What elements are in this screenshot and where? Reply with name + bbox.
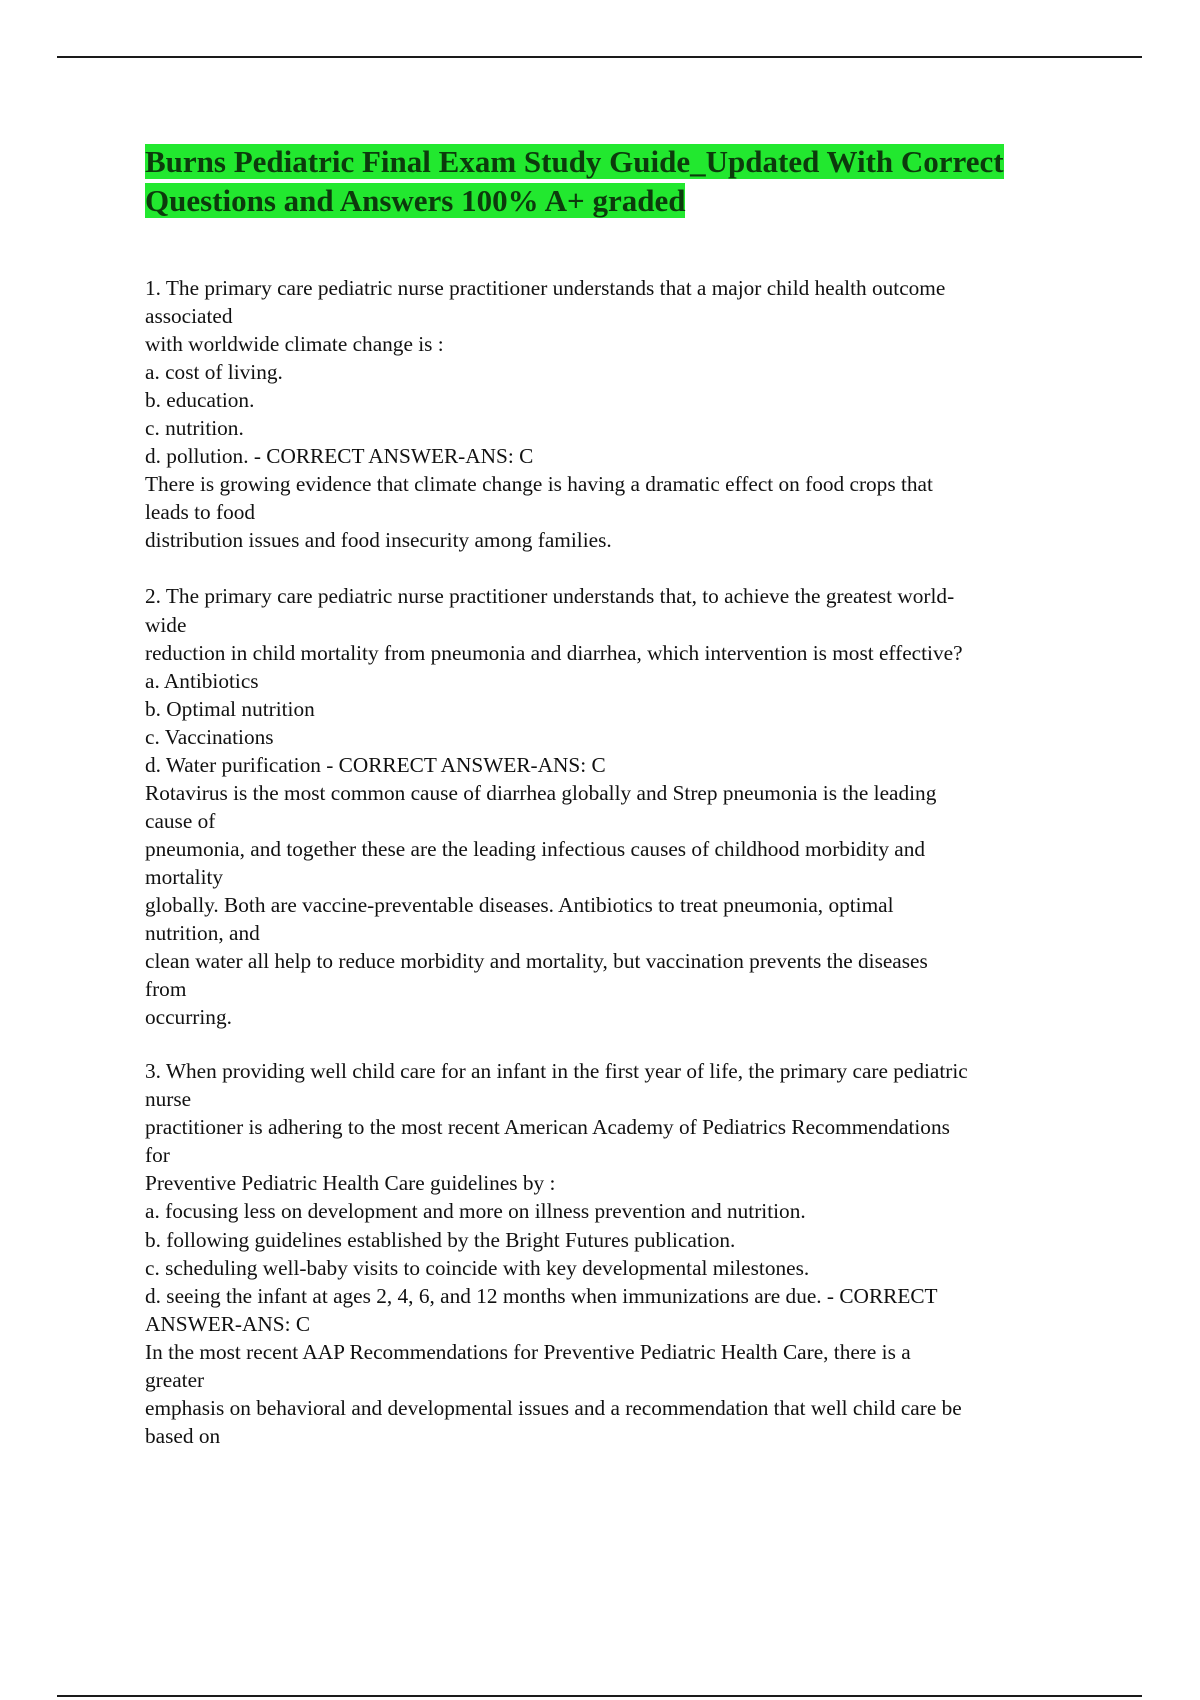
question-3-line: practitioner is adhering to the most recent American Academy of Pediatrics Recommendations bbox=[145, 1115, 950, 1140]
question-2-rationale: Rotavirus is the most common cause of diarrhea globally and Strep pneumonia is the leading bbox=[145, 780, 937, 805]
question-3-rationale: emphasis on behavioral and developmental issues and a recommendation that well child care be bbox=[145, 1395, 962, 1420]
paragraph-gap bbox=[145, 1031, 1090, 1057]
question-1-rationale: distribution issues and food insecurity among families. bbox=[145, 528, 612, 553]
title-line-2: Questions and Answers 100% A+ graded bbox=[145, 182, 686, 218]
question-1-option-a: a. cost of living. bbox=[145, 360, 283, 385]
question-2-rationale: from bbox=[145, 977, 187, 1002]
question-3-line: 3. When providing well child care for an infant in the first year of life, the primary care pediatric bbox=[145, 1059, 968, 1084]
question-2-option-b: b. Optimal nutrition bbox=[145, 696, 315, 721]
paragraph-gap bbox=[145, 554, 1090, 582]
question-block-1 bbox=[145, 274, 1090, 554]
question-2-line: reduction in child mortality from pneumonia and diarrhea, which intervention is most effective? bbox=[145, 640, 963, 665]
question-3-line: Preventive Pediatric Health Care guidelines by : bbox=[145, 1171, 556, 1196]
question-block-2 bbox=[145, 582, 1090, 1031]
question-3-option-b: b. following guidelines established by the Bright Futures publication. bbox=[145, 1227, 736, 1252]
question-1-line: with worldwide climate change is : bbox=[145, 332, 444, 357]
question-1-option-c: c. nutrition. bbox=[145, 416, 244, 441]
question-2-rationale: occurring. bbox=[145, 1005, 232, 1030]
question-2-option-a: a. Antibiotics bbox=[145, 668, 259, 693]
question-1-rationale: There is growing evidence that climate change is having a dramatic effect on food crops that bbox=[145, 472, 933, 497]
bottom-rule bbox=[57, 1695, 1142, 1697]
question-3-option-d-answer: d. seeing the infant at ages 2, 4, 6, and 12 months when immunizations are due. - CORRECT bbox=[145, 1283, 938, 1308]
question-1-line: associated bbox=[145, 304, 233, 329]
question-3-option-c: c. scheduling well-baby visits to coincide with key developmental milestones. bbox=[145, 1255, 810, 1280]
question-2-rationale: cause of bbox=[145, 808, 216, 833]
question-3-rationale: greater bbox=[145, 1367, 205, 1392]
question-block-3 bbox=[145, 1057, 1090, 1450]
question-3-option-a: a. focusing less on development and more on illness prevention and nutrition. bbox=[145, 1199, 806, 1224]
question-1-option-d-answer: d. pollution. - CORRECT ANSWER-ANS: C bbox=[145, 444, 534, 469]
question-1-option-b: b. education. bbox=[145, 388, 255, 413]
question-1-rationale: leads to food bbox=[145, 500, 256, 525]
question-3-option-d-answer: ANSWER-ANS: C bbox=[145, 1311, 311, 1336]
question-2-option-d-answer: d. Water purification - CORRECT ANSWER-ANS: C bbox=[145, 752, 606, 777]
question-1-line: 1. The primary care pediatric nurse practitioner understands that a major child health outcome bbox=[145, 276, 946, 300]
document-body bbox=[145, 274, 1090, 1450]
question-3-line: for bbox=[145, 1143, 170, 1168]
question-2-rationale: mortality bbox=[145, 864, 224, 889]
title-line-1: Burns Pediatric Final Exam Study Guide_Updated With Correct bbox=[145, 144, 1004, 179]
question-3-rationale: In the most recent AAP Recommendations for Preventive Pediatric Health Care, there is a bbox=[145, 1339, 911, 1364]
question-2-option-c: c. Vaccinations bbox=[145, 724, 274, 749]
question-3-rationale: based on bbox=[145, 1423, 221, 1448]
question-2-line: wide bbox=[145, 612, 187, 637]
top-rule bbox=[57, 56, 1142, 58]
question-2-rationale: pneumonia, and together these are the leading infectious causes of childhood morbidity and bbox=[145, 836, 926, 861]
question-2-rationale: nutrition, and bbox=[145, 921, 260, 946]
document-title bbox=[145, 143, 1085, 220]
question-2-rationale: clean water all help to reduce morbidity and mortality, but vaccination prevents the diseases bbox=[145, 949, 928, 974]
question-2-rationale: globally. Both are vaccine-preventable diseases. Antibiotics to treat pneumonia, optimal bbox=[145, 892, 894, 917]
question-3-line: nurse bbox=[145, 1087, 192, 1112]
question-2-line: 2. The primary care pediatric nurse practitioner understands that, to achieve the greatest world- bbox=[145, 584, 955, 609]
